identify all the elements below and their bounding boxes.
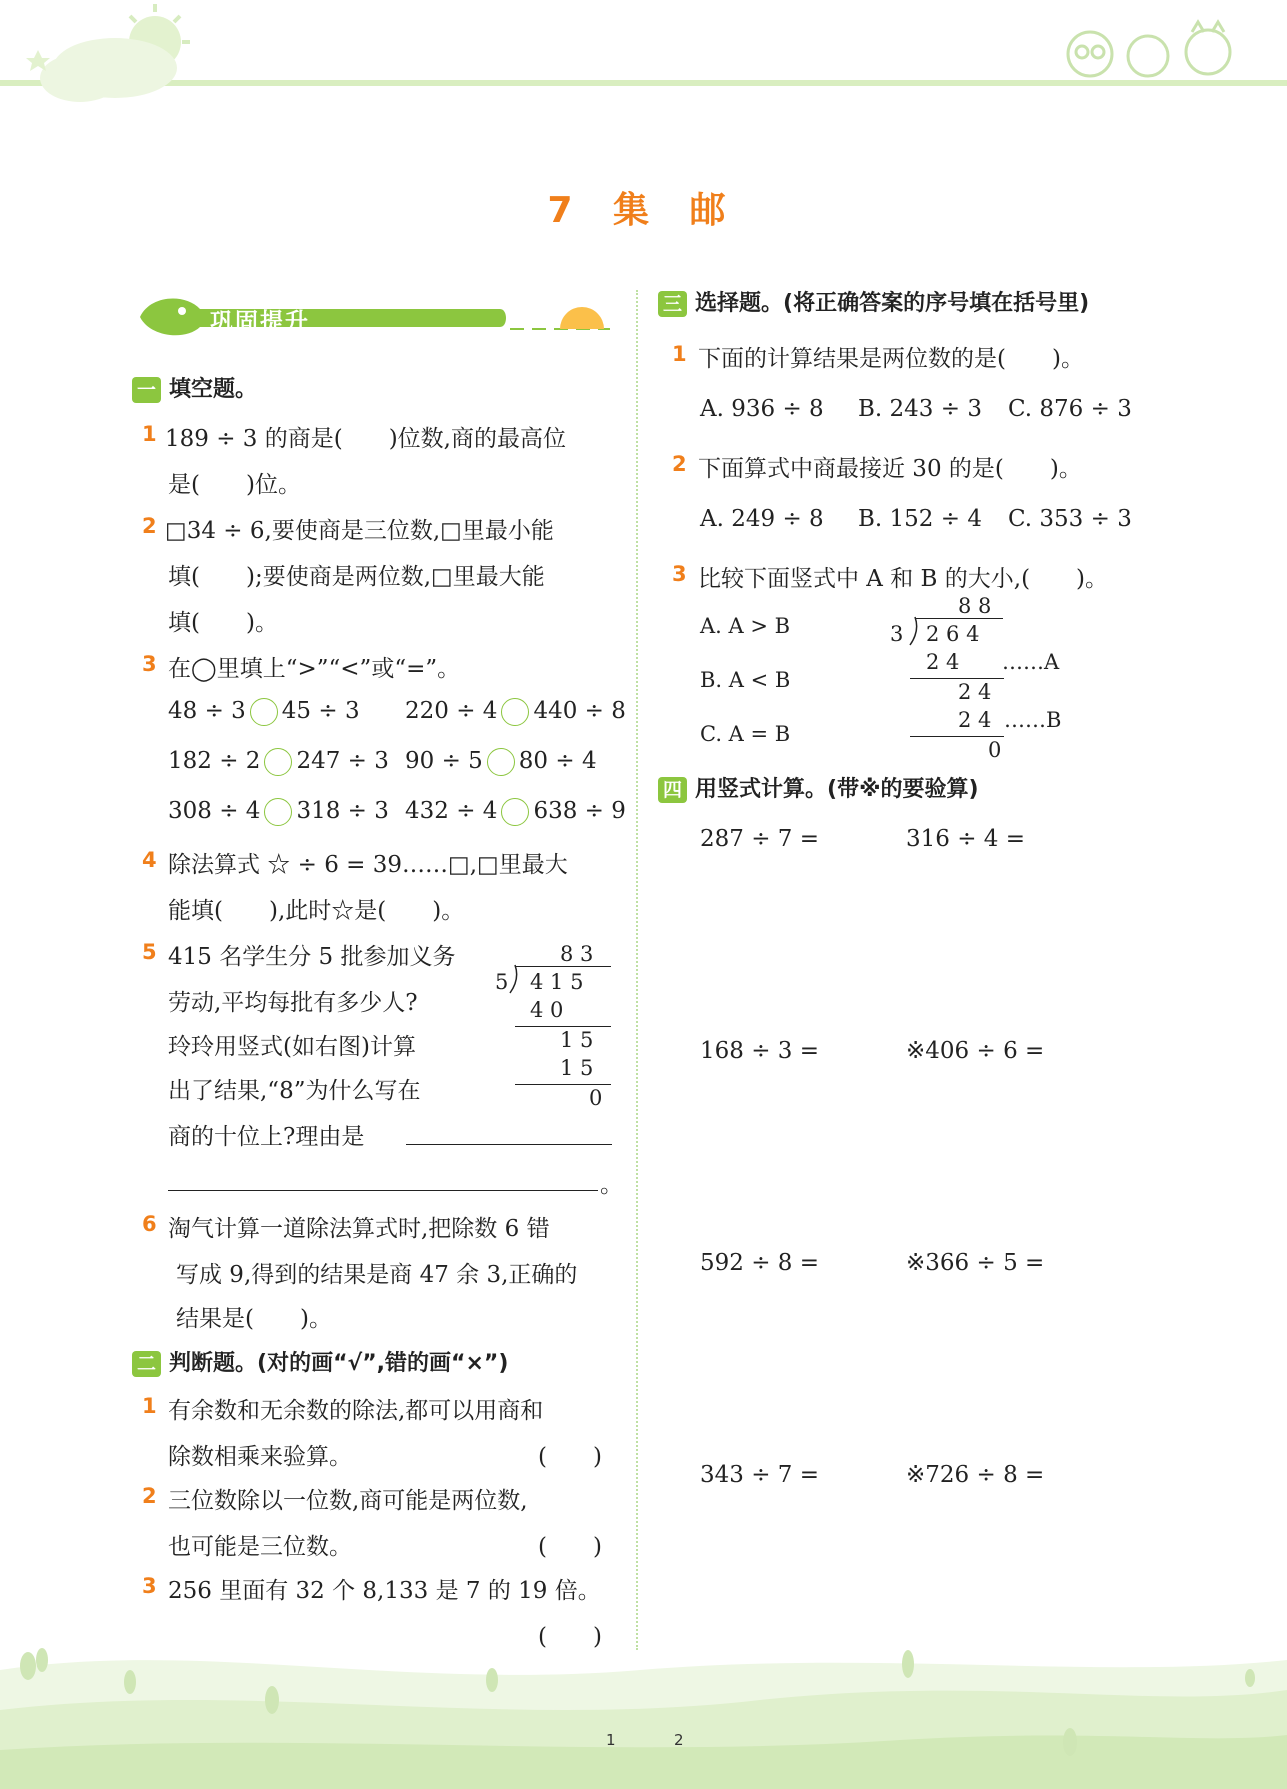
division-step: 1 5 <box>560 1056 594 1080</box>
division-step: 4 0 <box>530 998 564 1022</box>
answer-paren[interactable]: ( ) <box>538 1534 602 1560</box>
section-fill-header <box>132 372 257 403</box>
question-line: 在◯里填上“>”“<”或“=”。 <box>168 656 461 682</box>
choice-option[interactable]: C. 353 ÷ 3 <box>1008 506 1132 532</box>
whale-icon <box>130 285 610 345</box>
division-step: 0 <box>589 1086 603 1110</box>
division-divisor: 5 <box>495 970 509 994</box>
division-step: 0 <box>988 738 1002 762</box>
calc-item: ※406 ÷ 6 = <box>906 1038 1045 1064</box>
expr: 220 ÷ 4 <box>405 698 498 724</box>
q-number: 3 <box>142 1574 157 1598</box>
division-quotient: 8 3 <box>560 942 594 966</box>
division-bar <box>915 618 1003 619</box>
banner-label: 巩固提升 <box>210 309 310 335</box>
question-line: 写成 9,得到的结果是商 47 余 3,正确的 <box>176 1262 578 1288</box>
answer-paren[interactable]: ( ) <box>538 1444 602 1470</box>
calc-item: ※726 ÷ 8 = <box>906 1462 1045 1488</box>
calc-item: 592 ÷ 8 = <box>700 1250 820 1276</box>
q-number: 1 <box>672 342 687 366</box>
question-line: 结果是( )。 <box>176 1306 332 1332</box>
section-badge: 二 <box>132 1351 161 1377</box>
question-line: 也可能是三位数。 <box>168 1534 352 1560</box>
choice-option[interactable]: C. A = B <box>700 722 791 746</box>
division-line <box>515 1026 611 1027</box>
compare-row <box>405 698 626 726</box>
choice-option[interactable]: A. 936 ÷ 8 <box>700 396 824 422</box>
question-line: 下面的计算结果是两位数的是( )。 <box>698 346 1084 372</box>
choice-option[interactable]: B. 243 ÷ 3 <box>858 396 982 422</box>
q-number: 5 <box>142 940 157 964</box>
q-number: 2 <box>142 1484 157 1508</box>
q-number: 3 <box>672 562 687 586</box>
expr: 432 ÷ 4 <box>405 798 498 824</box>
choice-option[interactable]: A. A > B <box>700 614 791 638</box>
q-number: 1 <box>142 422 157 446</box>
division-step: 2 4 <box>926 650 960 674</box>
q-number: 6 <box>142 1212 157 1236</box>
q-number: 2 <box>672 452 687 476</box>
compare-circle[interactable] <box>264 798 292 826</box>
answer-paren[interactable]: ( ) <box>538 1624 602 1650</box>
animals-icon <box>1060 14 1240 84</box>
question-line: 劳动,平均每批有多少人? <box>168 990 418 1016</box>
section-label: 填空题。 <box>169 377 258 402</box>
question-line: 有余数和无余数的除法,都可以用商和 <box>168 1398 544 1424</box>
calc-item: 168 ÷ 3 = <box>700 1038 820 1064</box>
compare-circle[interactable] <box>501 698 529 726</box>
expr: 182 ÷ 2 <box>168 748 261 774</box>
section-badge: 四 <box>658 777 687 803</box>
question-line: 淘气计算一道除法算式时,把除数 6 错 <box>168 1216 550 1242</box>
division-step: 2 4 <box>958 680 992 704</box>
calc-item: 287 ÷ 7 = <box>700 826 820 852</box>
division-line <box>515 1084 611 1085</box>
question-line: 能填( ),此时☆是( )。 <box>168 898 465 924</box>
compare-row <box>405 798 626 826</box>
section-badge: 一 <box>132 377 161 403</box>
choice-option[interactable]: C. 876 ÷ 3 <box>1008 396 1132 422</box>
division-line <box>910 736 1004 737</box>
expr: 318 ÷ 3 <box>296 798 389 824</box>
question-line: 256 里面有 32 个 8,133 是 7 的 19 倍。 <box>168 1578 601 1604</box>
choice-option[interactable]: B. 152 ÷ 4 <box>858 506 982 532</box>
calc-item: 343 ÷ 7 = <box>700 1462 820 1488</box>
compare-row <box>168 748 389 776</box>
expr: 638 ÷ 9 <box>533 798 626 824</box>
division-dividend: 4 1 5 <box>530 970 584 994</box>
question-line: 商的十位上?理由是 <box>168 1124 365 1150</box>
page-title: 7 集 邮 <box>547 190 740 231</box>
question-line: 189 ÷ 3 的商是( )位数,商的最高位 <box>165 426 566 452</box>
expr: 440 ÷ 8 <box>533 698 626 724</box>
division-step: 1 5 <box>560 1028 594 1052</box>
question-line: 填( )。 <box>168 610 278 636</box>
compare-circle[interactable] <box>487 748 515 776</box>
sun-cloud-icon <box>20 0 200 110</box>
compare-circle[interactable] <box>250 698 278 726</box>
section-choice-header <box>658 286 1089 317</box>
choice-option[interactable]: A. 249 ÷ 8 <box>700 506 824 532</box>
q-number: 2 <box>142 514 157 538</box>
division-bar <box>515 966 611 967</box>
section-badge: 三 <box>658 291 687 317</box>
division-mark: ……A <box>1002 650 1060 674</box>
question-line: 填( );要使商是两位数,□里最大能 <box>168 564 545 590</box>
q-number: 1 <box>142 1394 157 1418</box>
expr: 45 ÷ 3 <box>281 698 360 724</box>
compare-circle[interactable] <box>501 798 529 826</box>
section-label: 判断题。(对的画“√”,错的画“×”) <box>169 1351 509 1376</box>
question-line: □34 ÷ 6,要使商是三位数,□里最小能 <box>165 518 554 544</box>
question-line: 三位数除以一位数,商可能是两位数, <box>168 1488 528 1514</box>
section-label: 用竖式计算。(带※的要验算) <box>695 777 979 802</box>
answer-line[interactable] <box>406 1116 612 1145</box>
compare-circle[interactable] <box>264 748 292 776</box>
expr: 80 ÷ 4 <box>518 748 597 774</box>
division-step: 2 4 <box>958 708 992 732</box>
question-line: 除法算式 ☆ ÷ 6 = 39……□,□里最大 <box>168 852 568 878</box>
choice-option[interactable]: B. A < B <box>700 668 791 692</box>
section-judge-header <box>132 1346 508 1377</box>
division-bracket <box>906 616 920 646</box>
division-dividend: 2 6 4 <box>926 622 980 646</box>
calc-item: ※366 ÷ 5 = <box>906 1250 1045 1276</box>
question-line: 下面算式中商最接近 30 的是( )。 <box>698 456 1082 482</box>
q-number: 3 <box>142 652 157 676</box>
division-mark: ……B <box>1004 708 1062 732</box>
calc-item: 316 ÷ 4 = <box>906 826 1026 852</box>
question-line: 玲玲用竖式(如右图)计算 <box>168 1034 416 1060</box>
compare-row <box>168 698 360 726</box>
expr: 90 ÷ 5 <box>405 748 483 774</box>
question-line: 415 名学生分 5 批参加义务 <box>168 944 456 970</box>
division-divisor: 3 <box>890 622 904 646</box>
question-line: 比较下面竖式中 A 和 B 的大小,( )。 <box>698 566 1109 592</box>
division-quotient: 8 8 <box>958 594 992 618</box>
question-line: 出了结果,“8”为什么写在 <box>168 1078 421 1104</box>
ground-decoration <box>0 1630 1287 1789</box>
page-number-right: 2 <box>674 1731 684 1749</box>
expr: 308 ÷ 4 <box>168 798 261 824</box>
page-number-left: 1 <box>606 1731 616 1749</box>
column-divider <box>636 290 638 1650</box>
answer-line[interactable] <box>168 1164 598 1191</box>
question-line: 除数相乘来验算。 <box>168 1444 352 1470</box>
question-line: 是( )位。 <box>168 472 301 498</box>
compare-row <box>168 798 389 826</box>
section-label: 选择题。(将正确答案的序号填在括号里) <box>695 291 1090 316</box>
compare-row <box>405 748 597 776</box>
division-line <box>910 678 1004 679</box>
period: 。 <box>600 1172 623 1198</box>
expr: 247 ÷ 3 <box>296 748 389 774</box>
expr: 48 ÷ 3 <box>168 698 246 724</box>
q-number: 4 <box>142 848 157 872</box>
section-calc-header <box>658 772 979 803</box>
